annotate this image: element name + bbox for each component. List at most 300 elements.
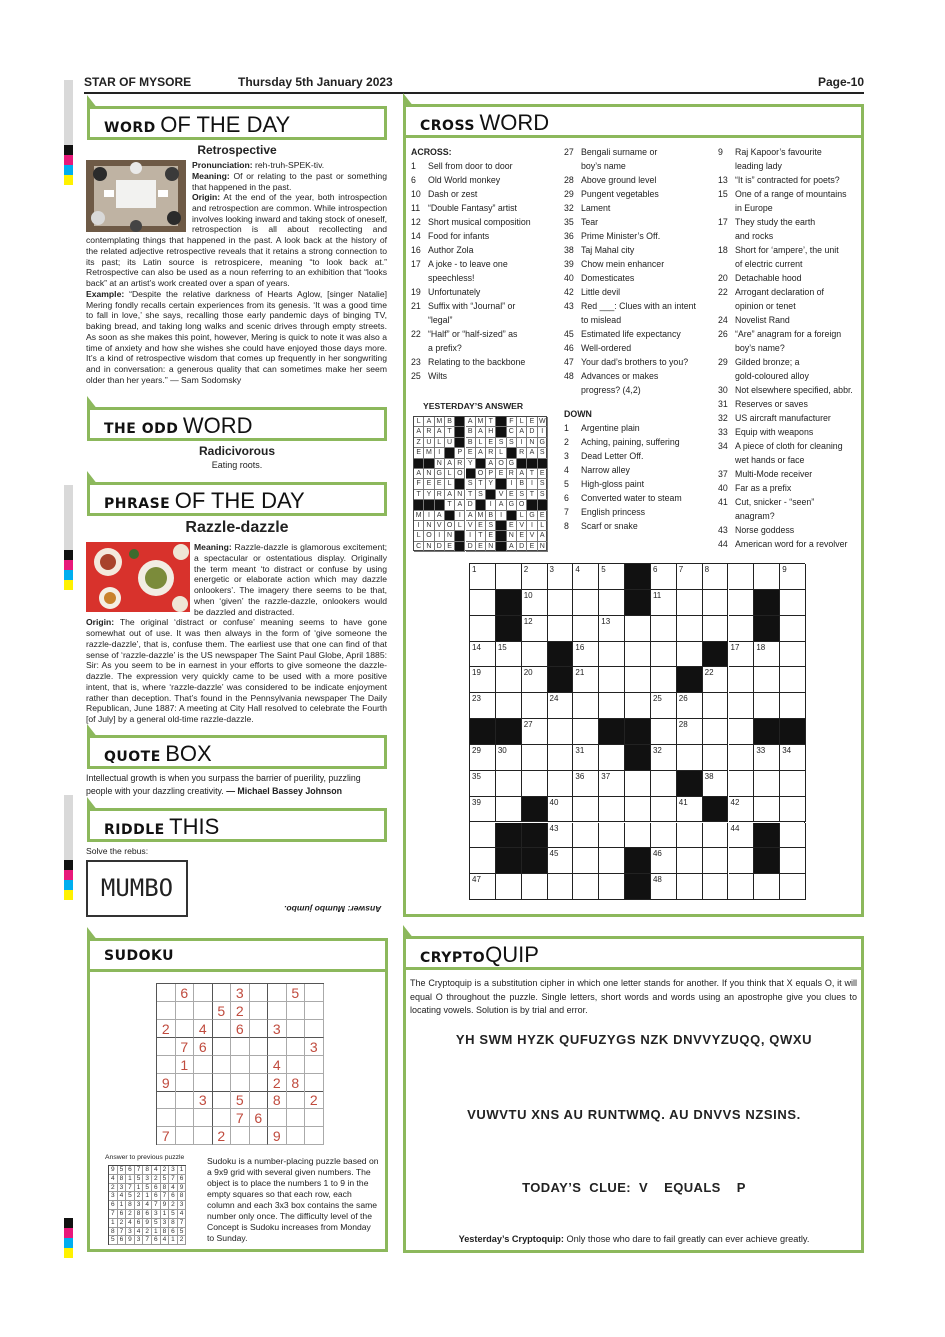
crossword-cell[interactable] [703,823,729,849]
crossword-cell[interactable] [729,848,755,874]
crossword-cell[interactable] [651,823,677,849]
clue-number: 26 [718,329,728,339]
crossword-cell[interactable] [470,693,496,719]
sudoku-cell[interactable]: 6 [176,984,195,1002]
sudoku-cell[interactable]: 6 [194,1038,213,1056]
sudoku-cell[interactable] [176,1127,195,1145]
sudoku-cell[interactable]: 4 [268,1056,287,1074]
sudoku-cell[interactable] [287,1038,306,1056]
crossword-cell[interactable] [625,667,651,693]
sudoku-cell[interactable]: 7 [176,1038,195,1056]
sudoku-cell[interactable] [157,1091,176,1109]
answer-cell: Z [414,438,424,448]
sudoku-cell[interactable] [305,1074,324,1092]
crossword-cell[interactable] [573,564,599,590]
sudoku-cell[interactable]: 2 [213,1127,232,1145]
crossword-cell[interactable] [470,667,496,693]
crossword-cell[interactable] [780,590,806,616]
sudoku-cell[interactable] [231,1074,250,1092]
crossword-cell[interactable] [651,719,677,745]
clue-text: in Europe [735,203,773,213]
crossword-cell[interactable] [703,848,729,874]
clue-text: “Double Fantasy” artist [428,203,517,213]
clue-number [718,299,735,313]
crossword-cell[interactable] [522,667,548,693]
crossword-cell[interactable] [729,693,755,719]
crossword-cell[interactable] [754,693,780,719]
crossword-cell[interactable] [522,771,548,797]
sudoku-cell[interactable]: 9 [157,1074,176,1092]
sudoku-cell[interactable] [231,1127,250,1145]
crossword-cell[interactable] [677,745,703,771]
crossword-cell[interactable] [599,823,625,849]
crossword-cell[interactable] [677,797,703,823]
crossword-cell[interactable] [496,564,522,590]
crossword-cell[interactable] [729,719,755,745]
crossword-cell[interactable] [522,874,548,900]
crossword-cell[interactable] [703,564,729,590]
crossword-cell[interactable] [651,745,677,771]
crossword-cell[interactable] [573,667,599,693]
sudoku-cell[interactable] [213,1091,232,1109]
answer-cell: T [445,500,455,510]
cryptoquip-title-large: QUIP [485,942,539,967]
answer-cell: E [538,469,548,479]
crossword-cell[interactable] [573,874,599,900]
sudoku-cell[interactable] [268,1109,287,1127]
crossword-cell[interactable] [599,797,625,823]
crossword-grid[interactable] [469,563,805,900]
crossword-cell[interactable] [780,874,806,900]
crossword-cell[interactable] [548,693,574,719]
crossword-cell[interactable] [677,616,703,642]
clue-row [564,341,714,355]
crossword-cell[interactable] [780,745,806,771]
crossword-cell[interactable] [677,719,703,745]
crossword-cell[interactable] [651,642,677,668]
crossword-cell[interactable] [780,797,806,823]
sudoku-grid[interactable] [156,983,324,1145]
crossword-cell[interactable] [754,771,780,797]
clue-text: “legal” [428,315,453,325]
crossword-cell[interactable] [729,564,755,590]
sudoku-cell[interactable] [287,1127,306,1145]
answer-cell: L [476,438,486,448]
crossword-cell[interactable] [703,771,729,797]
crossword-cell[interactable] [651,848,677,874]
sudoku-cell[interactable] [194,1056,213,1074]
crossword-cell[interactable] [470,616,496,642]
crossword-cell[interactable] [548,771,574,797]
sudoku-cell[interactable] [176,1074,195,1092]
sudoku-cell[interactable] [213,1020,232,1038]
sudoku-answer-cell: 4 [143,1201,152,1210]
crossword-cell[interactable] [573,590,599,616]
crossword-cell[interactable] [548,719,574,745]
sudoku-cell[interactable] [213,1038,232,1056]
crossword-cell[interactable] [470,771,496,797]
crossword-cell[interactable] [522,745,548,771]
clue-number: 31 [718,399,728,409]
crossword-cell[interactable] [703,745,729,771]
crossword-cell[interactable] [548,848,574,874]
crossword-cell[interactable] [599,771,625,797]
sudoku-cell[interactable]: 3 [194,1091,213,1109]
crossword-cell[interactable] [729,616,755,642]
clue-row [718,299,863,313]
word-of-day-origin: Origin: At the end of the year, both introspection and retrospection are common. While introspection involves looking inward and taking stock of oneself, retrospection is all about recollecting and contemplating things that happened in the past. A look back at the history of the related adjective retrospective reveals that it retains a strong connection to its past; its Latin source is retrospicere, meaning “to look back at.” Retrospective can also be used as a noun referring to an exhibition that “looks back” at an artist’s work created over a span of years. Example: “Despite the relative darkness of Hearts Aglow, [singer Natalie] Mering fondly recalls certain experiences from its genesis. ‘It was a good time to fall in love,’ she says, recalling those early pandemic days of binging TV, baking bread, and taking long walks and scenic drives through empty streets. As soon as she makes this point, however, Mering is quick to note it was also a time of anxiety and how she wishes she could have enjoyed those days more. It’s a kind of retrospective wisdom that comes up frequently in her songwriting and in conversation: a generous quality that can sometimes make her seem older than her years.” — Sam Sodomsky [86,192,387,385]
crossword-black-cell [496,719,522,745]
crossword-cell[interactable] [754,642,780,668]
crossword-cell[interactable] [496,771,522,797]
sudoku-cell[interactable] [231,1056,250,1074]
crossword-cell[interactable] [548,874,574,900]
crossword-cell[interactable] [703,590,729,616]
answer-cell: I [435,448,445,458]
sudoku-answer-cell: 4 [126,1219,135,1228]
sudoku-cell[interactable] [268,984,287,1002]
crossword-cell[interactable] [651,797,677,823]
clue-text: Far as a prefix [735,483,792,493]
sudoku-cell[interactable] [250,1091,269,1109]
sudoku-cell[interactable] [250,1074,269,1092]
sudoku-cell[interactable] [176,1109,195,1127]
clue-text: “It is” contracted for poets? [735,175,840,185]
crossword-cell[interactable] [729,797,755,823]
clue-row [718,159,863,173]
crossword-cell[interactable] [780,564,806,590]
answer-cell: A [424,417,434,427]
crossword-cell[interactable] [496,874,522,900]
answer-cell: Y [424,490,434,500]
crossword-cell[interactable] [496,693,522,719]
crossword-cell[interactable] [573,719,599,745]
crossword-cell[interactable] [599,667,625,693]
answer-cell: R [507,469,517,479]
answer-cell: E [466,448,476,458]
sudoku-answer-cell: 1 [118,1201,127,1210]
crossword-cell[interactable] [599,564,625,590]
answer-cell: L [414,417,424,427]
crossword-cell[interactable] [573,797,599,823]
crossword-cell[interactable] [573,693,599,719]
answer-cell: D [466,542,476,552]
cell-number: 27 [523,720,533,730]
crossword-black-cell [703,797,729,823]
crossword-cell[interactable] [599,693,625,719]
clue-number: 41 [718,497,728,507]
crossword-cell[interactable] [496,797,522,823]
clue-text: Advances or makes [581,371,659,381]
clue-number [411,313,428,327]
sudoku-cell[interactable] [176,1091,195,1109]
crossword-cell[interactable] [470,564,496,590]
sudoku-cell[interactable]: 4 [194,1020,213,1038]
sudoku-cell[interactable] [231,1038,250,1056]
sudoku-cell[interactable] [157,1109,176,1127]
crossword-cell[interactable] [599,874,625,900]
sudoku-cell[interactable]: 2 [231,1002,250,1020]
sudoku-cell[interactable]: 8 [268,1091,287,1109]
crossword-cell[interactable] [651,564,677,590]
sudoku-cell[interactable] [250,1127,269,1145]
sudoku-answer-cell: 2 [126,1210,135,1219]
sudoku-cell[interactable] [287,1109,306,1127]
crossword-cell[interactable] [651,771,677,797]
sudoku-cell[interactable]: 2 [268,1074,287,1092]
crossword-cell[interactable] [754,874,780,900]
answer-cell: T [527,490,537,500]
sudoku-cell[interactable] [250,1056,269,1074]
crossword-cell[interactable] [548,823,574,849]
crossword-black-cell [548,642,574,668]
crossword-cell[interactable] [703,874,729,900]
crossword-cell[interactable] [599,745,625,771]
crossword-cell[interactable] [651,693,677,719]
crossword-cell[interactable] [599,848,625,874]
clue-number: 22 [718,287,728,297]
sudoku-cell[interactable] [176,1002,195,1020]
sudoku-cell[interactable] [157,1056,176,1074]
sudoku-cell[interactable] [268,1002,287,1020]
sudoku-cell[interactable] [287,1056,306,1074]
answer-cell: B [486,511,496,521]
crossword-cell[interactable] [573,848,599,874]
crossword-cell[interactable] [522,590,548,616]
sudoku-cell[interactable] [305,1056,324,1074]
crossword-cell[interactable] [780,771,806,797]
sudoku-cell[interactable] [194,1002,213,1020]
sudoku-cell[interactable] [250,1020,269,1038]
answer-cell: E [527,542,537,552]
sudoku-cell[interactable]: 3 [268,1020,287,1038]
crossword-cell[interactable] [496,667,522,693]
clue-text: a prefix? [428,343,462,353]
crossword-cell[interactable] [625,693,651,719]
answer-cell: B [466,427,476,437]
crossword-cell[interactable] [470,848,496,874]
crossword-cell[interactable] [651,590,677,616]
crossword-cell[interactable] [470,590,496,616]
section-flag [87,797,98,811]
clue-number [718,369,735,383]
sudoku-cell[interactable] [287,1091,306,1109]
sudoku-cell[interactable] [213,1074,232,1092]
clue-number: 43 [718,525,728,535]
sudoku-cell[interactable]: 5 [287,984,306,1002]
crossword-cell[interactable] [470,823,496,849]
crossword-cell[interactable] [754,745,780,771]
crossword-title-small: CROSS [420,118,475,134]
clue-number: 29 [564,189,574,199]
answer-cell: E [476,521,486,531]
crossword-cell[interactable] [703,719,729,745]
crossword-cell[interactable] [780,642,806,668]
crossword-cell[interactable] [522,564,548,590]
crossword-cell[interactable] [470,874,496,900]
sudoku-cell[interactable]: 6 [250,1109,269,1127]
sudoku-cell[interactable]: 2 [305,1091,324,1109]
crossword-black-cell [625,719,651,745]
cell-number: 23 [472,694,481,704]
cryptoquip-yesterday: Yesterday’s Cryptoquip: Only those who dare to fail greatly can ever achieve greatly. [458,1234,810,1244]
sudoku-cell[interactable] [194,1127,213,1145]
crossword-cell[interactable] [780,616,806,642]
crossword-cell[interactable] [573,616,599,642]
crossword-cell[interactable] [496,745,522,771]
crossword-cell[interactable] [548,616,574,642]
answer-cell: A [435,427,445,437]
clue-number: 12 [411,217,421,227]
crossword-cell[interactable] [677,693,703,719]
crossword-cell[interactable] [599,616,625,642]
section-flag [87,471,98,485]
crossword-cell[interactable] [625,771,651,797]
sudoku-cell[interactable] [194,1109,213,1127]
phrase-title-large: OF THE DAY [174,488,305,513]
sudoku-cell[interactable]: 2 [157,1020,176,1038]
sudoku-cell[interactable]: 3 [231,984,250,1002]
sudoku-cell[interactable] [157,984,176,1002]
crossword-cell[interactable] [522,642,548,668]
crossword-cell[interactable] [729,667,755,693]
sudoku-cell[interactable] [213,1109,232,1127]
clue-row [411,341,561,355]
crossword-cell[interactable] [729,823,755,849]
sudoku-cell[interactable] [305,1127,324,1145]
sudoku-cell[interactable] [287,1002,306,1020]
crossword-cell[interactable] [754,797,780,823]
crossword-cell[interactable] [729,745,755,771]
answer-cell: I [455,511,465,521]
clue-row [564,201,714,215]
crossword-cell[interactable] [599,590,625,616]
sudoku-answer-cell: 4 [169,1184,178,1193]
word-of-day-title-small: WORD [104,120,156,136]
crossword-cell[interactable] [754,667,780,693]
crossword-cell[interactable] [625,616,651,642]
sudoku-cell[interactable]: 8 [287,1074,306,1092]
crossword-cell[interactable] [729,590,755,616]
crossword-cell[interactable] [729,874,755,900]
crossword-cell[interactable] [548,564,574,590]
crossword-cell[interactable] [522,719,548,745]
clue-row [718,285,863,299]
sudoku-cell[interactable] [250,1038,269,1056]
sudoku-cell[interactable]: 3 [305,1038,324,1056]
clue-row [411,229,561,243]
sudoku-cell[interactable]: 7 [231,1109,250,1127]
crossword-cell[interactable] [780,823,806,849]
clue-row [564,477,714,491]
clue-text: “Are” anagram for a foreign [735,329,842,339]
crossword-cell[interactable] [780,667,806,693]
crossword-black-cell [754,616,780,642]
crossword-cell[interactable] [496,642,522,668]
crossword-cell[interactable] [677,590,703,616]
clue-row [718,411,863,425]
crossword-cell[interactable] [780,848,806,874]
crossword-cell[interactable] [729,771,755,797]
sudoku-cell[interactable] [250,984,269,1002]
clue-row [718,383,863,397]
clue-row [718,369,863,383]
sudoku-cell[interactable] [305,1002,324,1020]
sudoku-cell[interactable]: 5 [213,1002,232,1020]
sudoku-cell[interactable] [268,1038,287,1056]
crossword-cell[interactable] [548,745,574,771]
answer-cell: A [414,469,424,479]
crossword-cell[interactable] [677,874,703,900]
crossword-cell[interactable] [625,797,651,823]
sudoku-cell[interactable] [176,1020,195,1038]
crossword-cell[interactable] [470,797,496,823]
sudoku-cell[interactable] [250,1002,269,1020]
crossword-cell[interactable] [780,693,806,719]
sudoku-cell[interactable]: 9 [268,1127,287,1145]
sudoku-cell[interactable]: 7 [157,1127,176,1145]
crossword-cell[interactable] [729,642,755,668]
crossword-cell[interactable] [573,823,599,849]
crossword-cell[interactable] [599,642,625,668]
crossword-cell[interactable] [651,667,677,693]
cell-number: 24 [549,694,559,704]
crossword-cell[interactable] [522,693,548,719]
crossword-cell[interactable] [573,771,599,797]
odd-word-title-small: THE ODD [104,421,179,437]
sudoku-cell[interactable] [305,984,324,1002]
crossword-cell[interactable] [522,616,548,642]
sudoku-cell[interactable] [305,1109,324,1127]
sudoku-cell[interactable] [157,1002,176,1020]
crossword-cell[interactable] [754,564,780,590]
crossword-cell[interactable] [470,745,496,771]
sudoku-cell[interactable] [194,984,213,1002]
sudoku-cell[interactable]: 5 [231,1091,250,1109]
sudoku-cell[interactable] [194,1074,213,1092]
sudoku-cell[interactable]: 6 [231,1020,250,1038]
sudoku-cell[interactable] [213,984,232,1002]
crossword-cell[interactable] [625,642,651,668]
crossword-cell[interactable] [703,667,729,693]
sudoku-cell[interactable] [157,1038,176,1056]
crossword-cell[interactable] [677,848,703,874]
crossword-cell[interactable] [703,693,729,719]
crossword-cell[interactable] [677,564,703,590]
sudoku-cell[interactable]: 1 [176,1056,195,1074]
crossword-cell[interactable] [651,874,677,900]
cell-number: 21 [575,668,585,678]
crossword-cell[interactable] [625,823,651,849]
crossword-cell[interactable] [703,616,729,642]
sudoku-cell[interactable] [213,1056,232,1074]
crossword-cell[interactable] [548,590,574,616]
clue-text: Novelist Rand [735,315,790,325]
cell-number: 17 [730,642,740,652]
crossword-cell[interactable] [573,745,599,771]
clue-text: anagram? [735,511,775,521]
crossword-cell[interactable] [573,642,599,668]
crossword-cell[interactable] [470,642,496,668]
crossword-cell[interactable] [548,797,574,823]
riddle-prompt: Solve the rebus: [86,846,149,856]
sudoku-cell[interactable] [305,1020,324,1038]
sudoku-cell[interactable] [287,1020,306,1038]
crossword-cell[interactable] [651,616,677,642]
crossword-cell[interactable] [677,642,703,668]
crossword-cell[interactable] [677,823,703,849]
print-mark [64,165,73,175]
